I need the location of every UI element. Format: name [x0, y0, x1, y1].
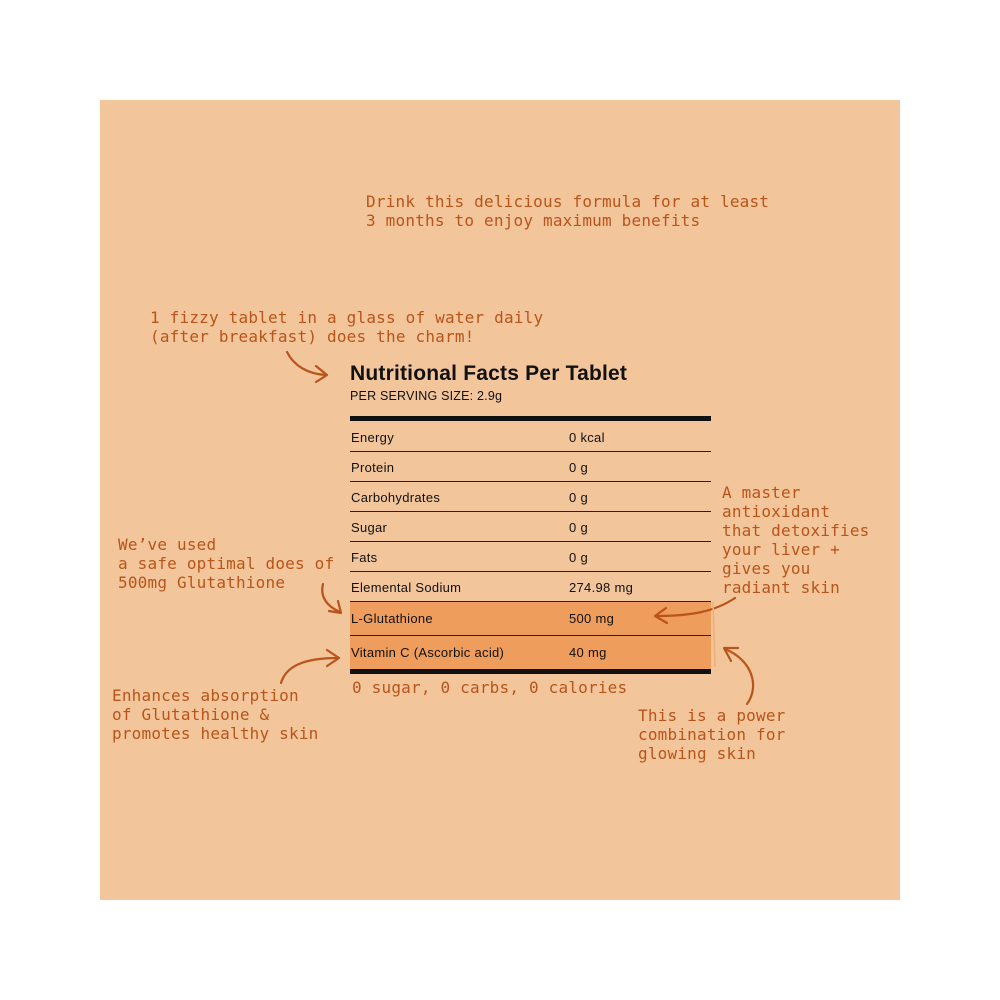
note-usage: 1 fizzy tablet in a glass of water daily (after breakfast) does the charm! — [150, 308, 544, 346]
row-value: 0 g — [569, 520, 588, 535]
row-label: Vitamin C (Ascorbic acid) — [351, 645, 505, 660]
row-value: 500 mg — [569, 611, 615, 626]
nutrition-facts-panel — [350, 360, 712, 660]
row-value: 0 g — [569, 490, 588, 505]
facts-title: Nutritional Facts Per Tablet — [350, 362, 628, 385]
facts-rows — [350, 422, 711, 669]
row-label: Energy — [351, 430, 394, 445]
row-value: 40 mg — [569, 645, 607, 660]
facts-row-glutathione — [350, 602, 711, 636]
row-value: 0 kcal — [569, 430, 605, 445]
facts-row-sodium — [350, 572, 711, 602]
facts-row-protein — [350, 452, 711, 482]
facts-row-fats — [350, 542, 711, 572]
note-antioxidant: A master antioxidant that detoxifies your liver + gives you radiant skin — [722, 483, 870, 597]
row-label: L-Glutathione — [351, 611, 433, 626]
facts-row-energy — [350, 422, 711, 452]
facts-row-vitamin-c — [350, 636, 711, 669]
row-label: Fats — [351, 550, 378, 565]
row-label: Sugar — [351, 520, 388, 535]
note-duration: Drink this delicious formula for at least 3 months to enjoy maximum benefits — [366, 192, 770, 230]
facts-row-sugar — [350, 512, 711, 542]
note-absorption: Enhances absorption of Glutathione & promotes healthy skin — [112, 686, 319, 743]
row-label: Protein — [351, 460, 395, 475]
note-zero-sugar: 0 sugar, 0 carbs, 0 calories — [352, 678, 628, 697]
note-glutathione-dose: We’ve used a safe optimal does of 500mg Glutathione — [118, 535, 335, 592]
row-value: 0 g — [569, 550, 588, 565]
row-value: 0 g — [569, 460, 588, 475]
row-label: Elemental Sodium — [351, 580, 462, 595]
facts-row-carbohydrates — [350, 482, 711, 512]
bottom-rule — [350, 669, 711, 674]
serving-size: PER SERVING SIZE: 2.9g — [350, 389, 503, 403]
top-rule — [350, 416, 711, 421]
row-label: Carbohydrates — [351, 490, 441, 505]
row-value: 274.98 mg — [569, 580, 634, 595]
note-power-combination: This is a power combination for glowing skin — [638, 706, 786, 763]
